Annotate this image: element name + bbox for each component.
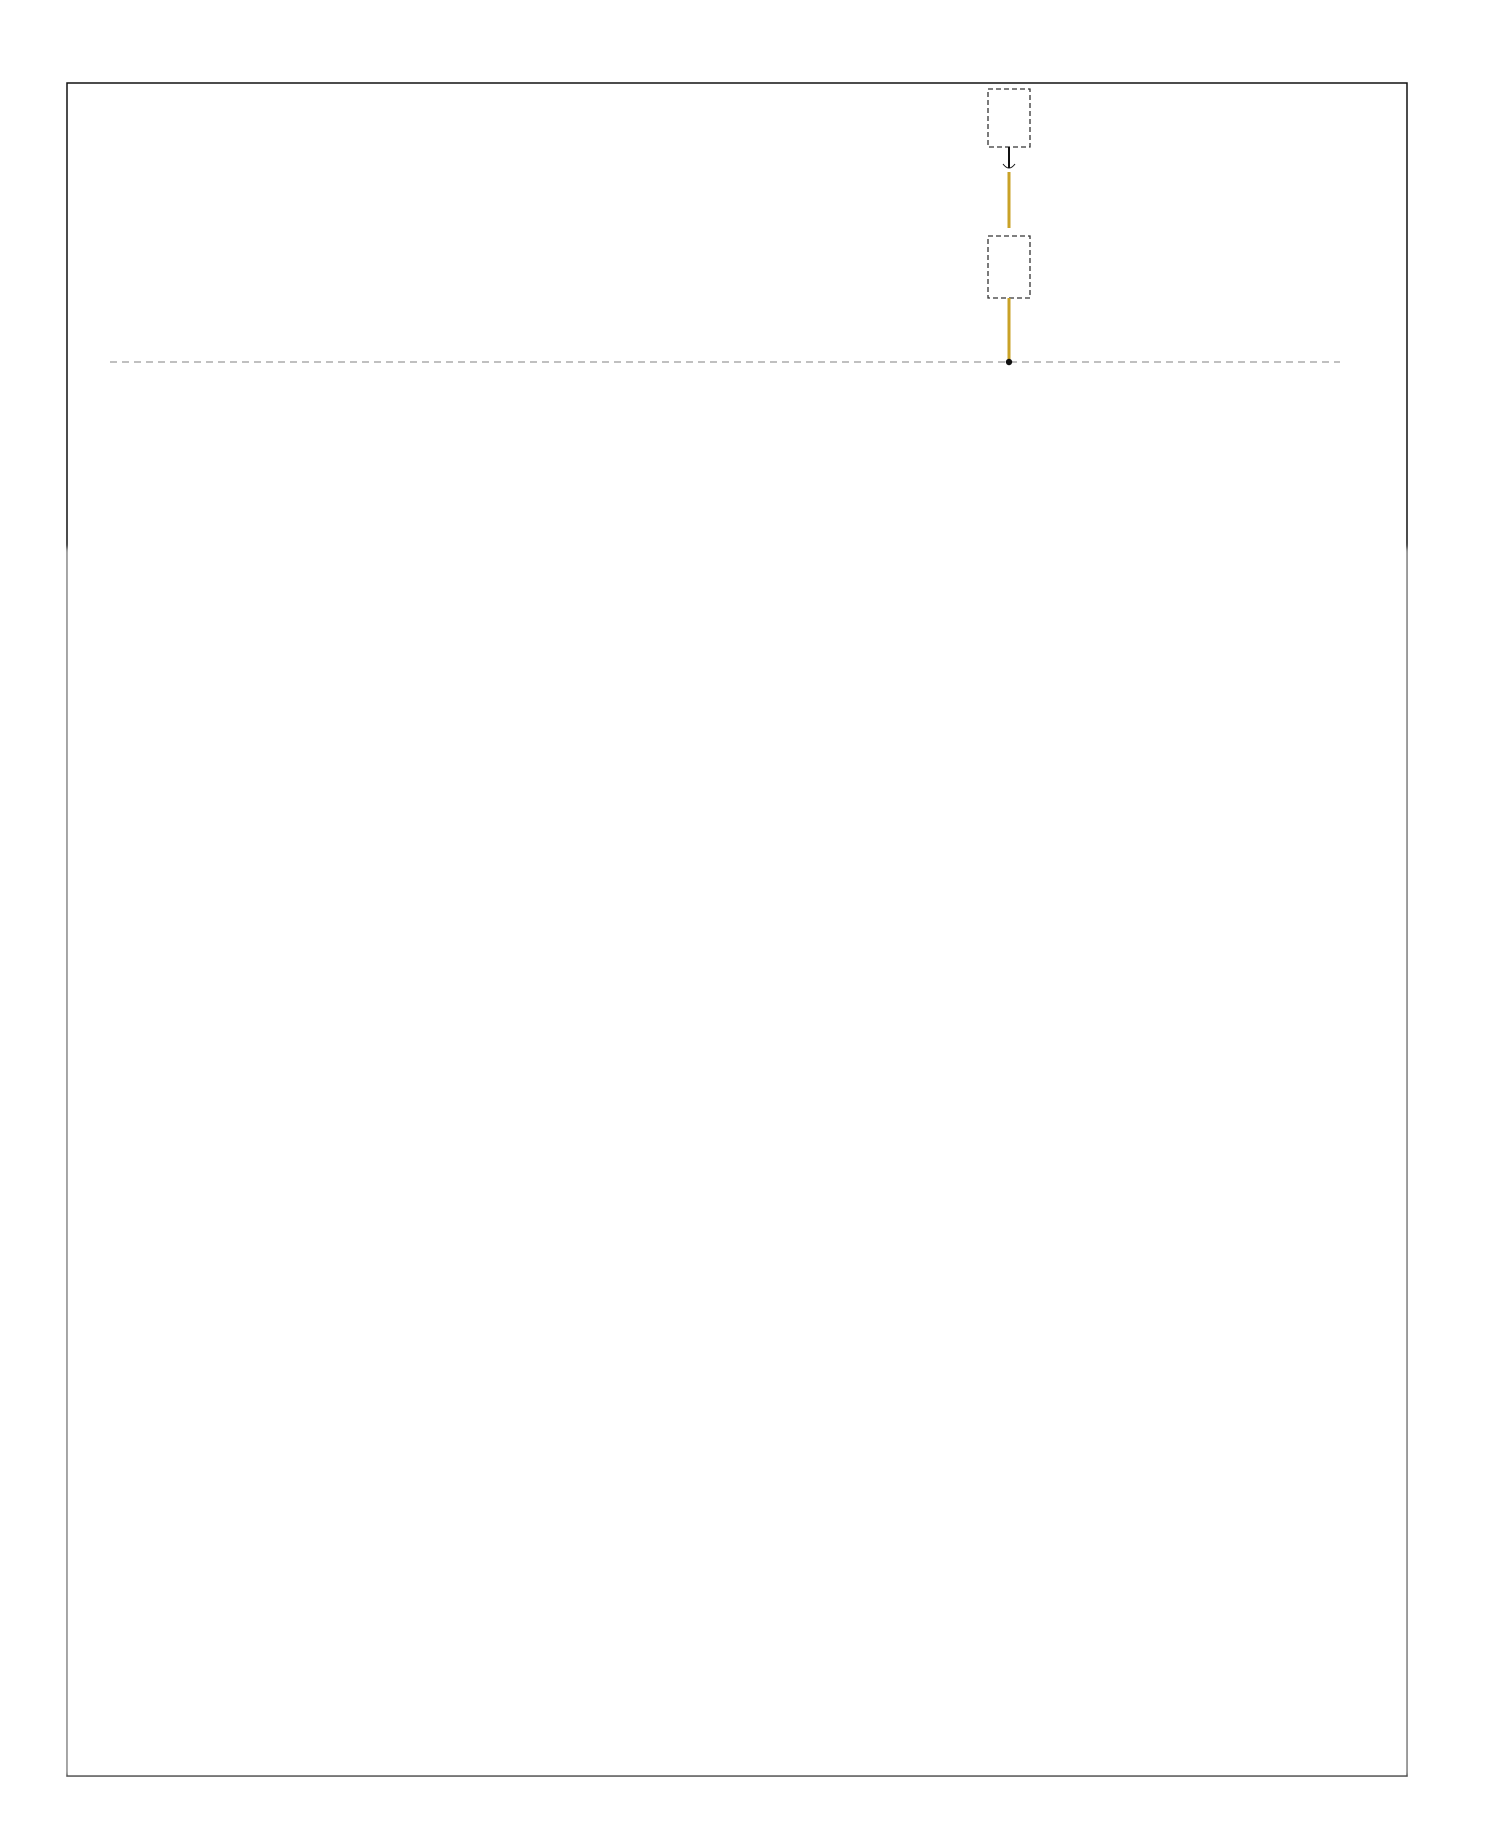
brake-lamp-chain bbox=[988, 89, 1030, 365]
ground-point bbox=[1006, 359, 1012, 365]
obscured-lower-region bbox=[64, 548, 1409, 1776]
brake-lamp-box bbox=[988, 89, 1030, 147]
filter-box bbox=[988, 236, 1030, 298]
